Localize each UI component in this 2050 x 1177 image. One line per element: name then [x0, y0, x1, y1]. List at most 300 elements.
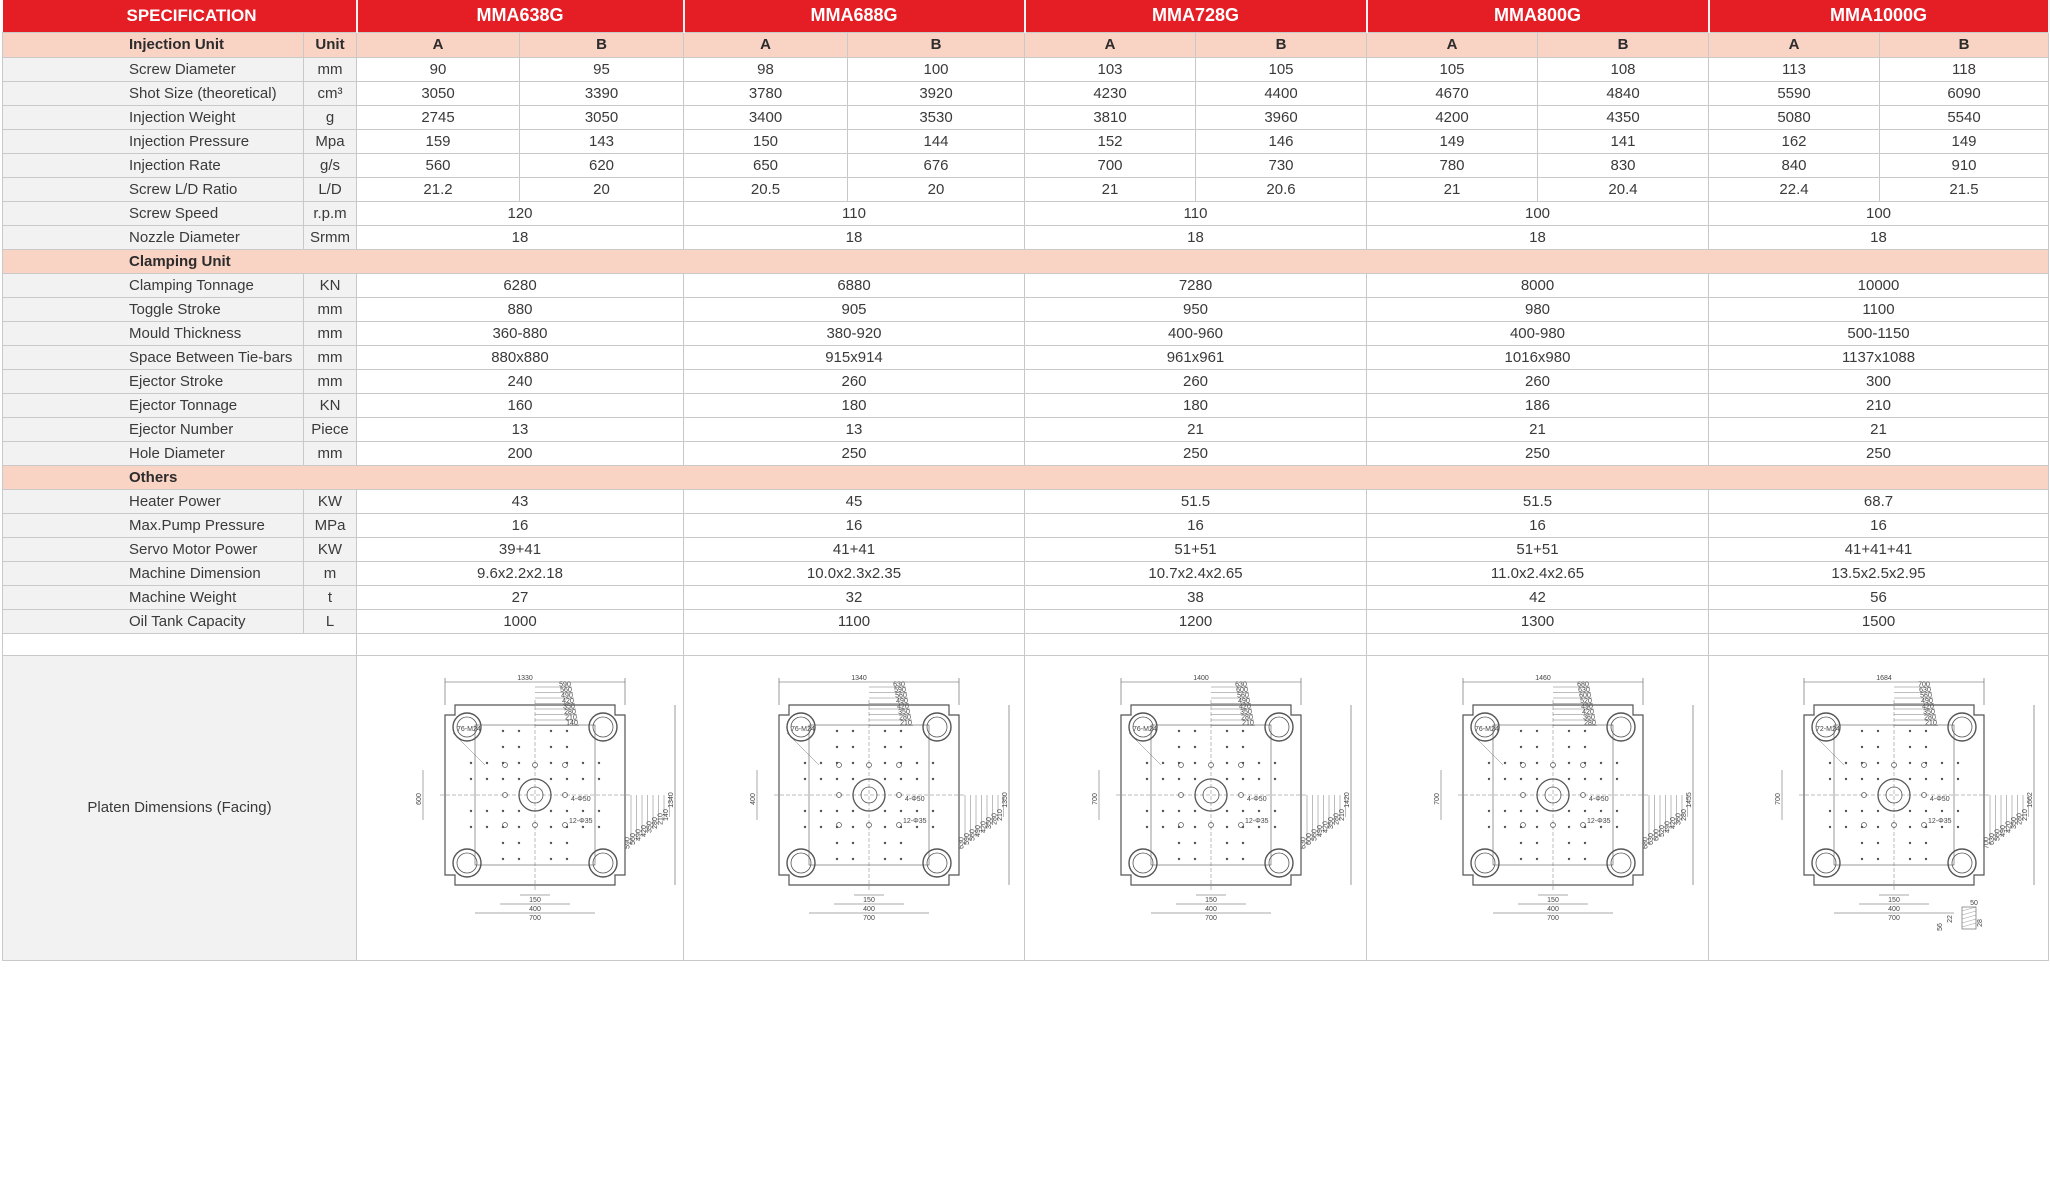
- top-dimension-label: 280: [1240, 714, 1253, 722]
- value-cell: 110: [1025, 201, 1367, 225]
- platen-drawing-cell: [1367, 655, 1709, 960]
- side-dimension-label: 600: [416, 793, 423, 805]
- threaded-hole: [1567, 810, 1569, 812]
- center-ring: [1203, 787, 1219, 803]
- spec-row: [3, 513, 2049, 537]
- threaded-hole: [1257, 826, 1259, 828]
- value-cell: 6280: [357, 273, 684, 297]
- threaded-hole: [1193, 730, 1195, 732]
- row-unit: r.p.m: [304, 201, 357, 225]
- value-cell: 51+51: [1367, 537, 1709, 561]
- top-dimension-label: 210: [900, 720, 912, 727]
- right-dimension-label: 490: [1664, 821, 1671, 833]
- center-ring: [1545, 787, 1561, 803]
- right-dimension-label: 560: [969, 829, 977, 841]
- value-cell: 6880: [684, 273, 1025, 297]
- row-label: Nozzle Diameter: [3, 225, 304, 249]
- bottom-dimension-label: 150: [1204, 897, 1217, 904]
- value-cell: 3530: [848, 105, 1025, 129]
- value-cell: 830: [1538, 153, 1709, 177]
- threaded-hole: [1161, 778, 1163, 780]
- value-cell: 650: [684, 153, 848, 177]
- threaded-hole: [804, 810, 806, 812]
- threaded-hole: [804, 778, 806, 780]
- top-dimension-label: 420: [1921, 703, 1934, 711]
- right-dimension-label: 680: [1642, 837, 1649, 849]
- threaded-hole: [1876, 858, 1878, 860]
- value-cell: 200: [357, 441, 684, 465]
- center-ring: [861, 787, 877, 803]
- value-cell: 105: [1367, 57, 1538, 81]
- row-unit: MPa: [304, 513, 357, 537]
- value-cell: 980: [1367, 297, 1709, 321]
- threaded-hole: [820, 778, 822, 780]
- threaded-hole: [916, 826, 918, 828]
- right-dimension-label: 210: [2021, 809, 2029, 821]
- tie-bar-hole: [1952, 853, 1972, 873]
- value-cell: 16: [1367, 513, 1709, 537]
- threaded-hole: [1177, 842, 1179, 844]
- ejector-hole: [837, 763, 842, 768]
- center-ring: [1886, 787, 1902, 803]
- threaded-hole: [1503, 762, 1505, 764]
- threaded-hole: [820, 810, 822, 812]
- threaded-hole: [518, 746, 520, 748]
- threaded-hole: [1519, 810, 1521, 812]
- threaded-hole: [1599, 762, 1601, 764]
- threaded-hole: [1615, 778, 1617, 780]
- pin-label: 12-Φ35: [903, 818, 927, 825]
- threaded-hole: [566, 810, 568, 812]
- height-label: 1350: [1002, 792, 1009, 808]
- threaded-hole: [1519, 842, 1521, 844]
- threaded-hole: [1924, 858, 1926, 860]
- right-dimension-label: 420: [2005, 821, 2012, 833]
- row-unit: L: [304, 609, 357, 633]
- threaded-hole: [486, 826, 488, 828]
- threaded-hole: [1535, 730, 1537, 732]
- row-unit: Srmm: [304, 225, 357, 249]
- threaded-hole: [1924, 746, 1926, 748]
- value-cell: 144: [848, 129, 1025, 153]
- threaded-hole: [1908, 810, 1910, 812]
- threaded-hole: [1567, 730, 1569, 732]
- threaded-hole: [1503, 778, 1505, 780]
- threaded-hole: [1583, 746, 1585, 748]
- threaded-hole: [1519, 730, 1521, 732]
- value-cell: 260: [1367, 369, 1709, 393]
- section-title: Others: [3, 465, 2049, 489]
- value-cell: 90: [357, 57, 520, 81]
- tie-bar-hole: [1269, 853, 1289, 873]
- right-dimension-label: 210: [1338, 809, 1346, 821]
- bottom-dimension-label: 700: [529, 915, 541, 922]
- threaded-hole: [486, 762, 488, 764]
- threaded-hole: [1177, 746, 1179, 748]
- hole-label: 4-Φ50: [571, 796, 591, 803]
- right-dimension-label: 600: [1653, 829, 1660, 841]
- threaded-hole: [1193, 842, 1195, 844]
- value-cell: 149: [1367, 129, 1538, 153]
- spec-row: [3, 153, 2049, 177]
- side-dimension-label: 700: [1091, 793, 1099, 805]
- threaded-hole: [900, 730, 902, 732]
- threaded-hole: [1241, 858, 1243, 860]
- spec-row: [3, 81, 2049, 105]
- row-label: Screw Speed: [3, 201, 304, 225]
- right-dimension-label: 140: [663, 809, 670, 821]
- platen-drawing-cell: [1025, 655, 1367, 960]
- threaded-hole: [470, 826, 472, 828]
- threaded-hole: [1599, 778, 1601, 780]
- value-cell: 162: [1709, 129, 1880, 153]
- thread-label: 76-M24: [1474, 726, 1499, 733]
- threaded-hole: [884, 858, 886, 860]
- platen-drawing-cell: [1709, 655, 2049, 960]
- value-cell: 98: [684, 57, 848, 81]
- value-cell: 41+41: [684, 537, 1025, 561]
- spacer-cell: [684, 633, 1025, 655]
- value-cell: 141: [1538, 129, 1709, 153]
- threaded-hole: [582, 826, 584, 828]
- spec-row: [3, 441, 2049, 465]
- threaded-hole: [1876, 842, 1878, 844]
- platen-row: [3, 655, 2049, 960]
- threaded-hole: [550, 746, 552, 748]
- detail-label: 56: [1936, 923, 1944, 931]
- value-cell: 880: [357, 297, 684, 321]
- threaded-hole: [852, 858, 854, 860]
- threaded-hole: [1487, 778, 1489, 780]
- value-cell: 910: [1880, 153, 2049, 177]
- threaded-hole: [1844, 826, 1846, 828]
- value-cell: 250: [1367, 441, 1709, 465]
- value-cell: 18: [357, 225, 684, 249]
- threaded-hole: [582, 762, 584, 764]
- threaded-hole: [486, 778, 488, 780]
- row-unit: mm: [304, 441, 357, 465]
- value-cell: 18: [684, 225, 1025, 249]
- spec-title: SPECIFICATION: [3, 0, 357, 32]
- row-label: Screw Diameter: [3, 57, 304, 81]
- ejector-hole: [1520, 763, 1525, 768]
- threaded-hole: [1535, 746, 1537, 748]
- row-unit: mm: [304, 57, 357, 81]
- value-cell: 20: [520, 177, 684, 201]
- row-label: Mould Thickness: [3, 321, 304, 345]
- threaded-hole: [502, 746, 504, 748]
- threaded-hole: [836, 858, 838, 860]
- right-dimension-label: 490: [1999, 825, 2007, 837]
- threaded-hole: [836, 842, 838, 844]
- value-cell: 180: [1025, 393, 1367, 417]
- right-dimension-label: 280: [1680, 809, 1688, 821]
- value-cell: 560: [357, 153, 520, 177]
- threaded-hole: [1956, 778, 1958, 780]
- tie-bar-hole: [593, 717, 613, 737]
- threaded-hole: [1273, 810, 1275, 812]
- threaded-hole: [1567, 778, 1569, 780]
- threaded-hole: [884, 762, 886, 764]
- spec-row: [3, 177, 2049, 201]
- platen-drawing: [724, 660, 1009, 955]
- value-cell: 250: [1709, 441, 2049, 465]
- right-dimension-label: 360: [1675, 813, 1682, 825]
- value-cell: 3050: [357, 81, 520, 105]
- center-ring: [1878, 779, 1910, 811]
- platen-drawing: [1749, 660, 2034, 955]
- threaded-hole: [1599, 810, 1601, 812]
- spec-row: [3, 537, 2049, 561]
- threaded-hole: [900, 746, 902, 748]
- threaded-hole: [1257, 778, 1259, 780]
- row-label: Ejector Number: [3, 417, 304, 441]
- row-unit: m: [304, 561, 357, 585]
- value-cell: 4200: [1367, 105, 1538, 129]
- thread-label: 76-M24: [1132, 726, 1157, 733]
- value-cell: 5080: [1709, 105, 1880, 129]
- top-dimension-label: 420: [562, 698, 574, 705]
- threaded-hole: [518, 730, 520, 732]
- spec-row: [3, 105, 2049, 129]
- threaded-hole: [1225, 762, 1227, 764]
- value-cell: 1300: [1367, 609, 1709, 633]
- right-dimension-label: 280: [652, 817, 659, 829]
- threaded-hole: [1241, 730, 1243, 732]
- threaded-hole: [470, 810, 472, 812]
- value-cell: 68.7: [1709, 489, 2049, 513]
- threaded-hole: [550, 730, 552, 732]
- value-cell: 21: [1025, 417, 1367, 441]
- pin-label: 12-Φ35: [1586, 818, 1610, 825]
- top-dimension-label: 280: [1923, 714, 1936, 722]
- drawing-line: [1129, 733, 1161, 765]
- value-cell: 16: [684, 513, 1025, 537]
- threaded-hole: [1257, 762, 1259, 764]
- threaded-hole: [1860, 858, 1862, 860]
- threaded-hole: [1828, 762, 1830, 764]
- threaded-hole: [1908, 746, 1910, 748]
- threaded-hole: [470, 778, 472, 780]
- spec-row: [3, 561, 2049, 585]
- threaded-hole: [582, 778, 584, 780]
- threaded-hole: [1225, 778, 1227, 780]
- value-cell: 118: [1880, 57, 2049, 81]
- threaded-hole: [486, 810, 488, 812]
- threaded-hole: [1924, 730, 1926, 732]
- top-dimension-label: 520: [1579, 698, 1592, 705]
- platen-drawing-cell: [357, 655, 684, 960]
- value-cell: 18: [1367, 225, 1709, 249]
- right-dimension-label: 560: [1311, 829, 1318, 841]
- row-unit: L/D: [304, 177, 357, 201]
- value-cell: 43: [357, 489, 684, 513]
- threaded-hole: [1876, 826, 1878, 828]
- threaded-hole: [518, 762, 520, 764]
- ejector-hole: [1580, 823, 1585, 828]
- threaded-hole: [900, 810, 902, 812]
- threaded-hole: [502, 858, 504, 860]
- threaded-hole: [1940, 810, 1942, 812]
- ejector-hole: [897, 823, 902, 828]
- right-dimension-label: 560: [630, 833, 637, 845]
- top-dimension-label: 490: [1237, 698, 1250, 705]
- top-dimension-label: 560: [560, 687, 572, 694]
- threaded-hole: [518, 778, 520, 780]
- detail-hatch: [1962, 911, 1976, 915]
- bottom-dimension-label: 700: [1887, 915, 1900, 922]
- threaded-hole: [1273, 778, 1275, 780]
- value-cell: 4230: [1025, 81, 1196, 105]
- threaded-hole: [1177, 810, 1179, 812]
- platen-label: Platen Dimensions (Facing): [3, 655, 357, 960]
- height-label: 1455: [1685, 792, 1693, 808]
- spec-row: [3, 417, 2049, 441]
- value-cell: 1500: [1709, 609, 2049, 633]
- tie-bar-hole: [927, 853, 947, 873]
- row-label: Ejector Stroke: [3, 369, 304, 393]
- center-ring: [519, 779, 551, 811]
- threaded-hole: [1503, 810, 1505, 812]
- value-cell: 9.6x2.2x2.18: [357, 561, 684, 585]
- threaded-hole: [884, 826, 886, 828]
- value-cell: 10000: [1709, 273, 2049, 297]
- value-cell: 16: [1709, 513, 2049, 537]
- value-cell: 56: [1709, 585, 2049, 609]
- value-cell: 10.0x2.3x2.35: [684, 561, 1025, 585]
- value-cell: 21: [1025, 177, 1196, 201]
- value-cell: 905: [684, 297, 1025, 321]
- section-row: [3, 249, 2049, 273]
- value-cell: 8000: [1367, 273, 1709, 297]
- value-cell: 108: [1538, 57, 1709, 81]
- value-cell: 42: [1367, 585, 1709, 609]
- value-cell: 18: [1709, 225, 2049, 249]
- threaded-hole: [1924, 842, 1926, 844]
- right-dimension-label: 350: [646, 821, 654, 833]
- detail-hatch: [1962, 907, 1976, 911]
- ejector-hole: [1238, 763, 1243, 768]
- value-cell: 961x961: [1025, 345, 1367, 369]
- thread-label: 76-M24: [791, 726, 815, 733]
- value-cell: 160: [357, 393, 684, 417]
- threaded-hole: [1161, 762, 1163, 764]
- spacer-cell: [1025, 633, 1367, 655]
- threaded-hole: [1193, 746, 1195, 748]
- threaded-hole: [1145, 778, 1147, 780]
- value-cell: 780: [1367, 153, 1538, 177]
- value-cell: 51.5: [1367, 489, 1709, 513]
- threaded-hole: [550, 778, 552, 780]
- threaded-hole: [836, 746, 838, 748]
- ab-header: A: [357, 32, 520, 57]
- ejector-hole: [503, 763, 508, 768]
- top-dimension-label: 350: [563, 703, 575, 711]
- threaded-hole: [1908, 730, 1910, 732]
- side-dimension-label: 400: [750, 793, 757, 805]
- threaded-hole: [852, 842, 854, 844]
- row-unit: g/s: [304, 153, 357, 177]
- center-ring: [1537, 779, 1569, 811]
- threaded-hole: [884, 842, 886, 844]
- spec-row: [3, 369, 2049, 393]
- threaded-hole: [884, 810, 886, 812]
- pin-label: 12-Φ35: [1927, 818, 1951, 825]
- threaded-hole: [1257, 810, 1259, 812]
- row-unit: Mpa: [304, 129, 357, 153]
- value-cell: 730: [1196, 153, 1367, 177]
- ab-header: A: [1709, 32, 1880, 57]
- right-dimension-label: 420: [1322, 821, 1329, 833]
- row-label: Machine Weight: [3, 585, 304, 609]
- section-title: Clamping Unit: [3, 249, 2049, 273]
- ejector-hole: [1238, 823, 1243, 828]
- value-cell: 20.6: [1196, 177, 1367, 201]
- side-dimension-label: 700: [1774, 793, 1782, 805]
- model-header: MMA688G: [684, 0, 1025, 32]
- unit-header: Unit: [304, 32, 357, 57]
- value-cell: 20.5: [684, 177, 848, 201]
- spec-row: [3, 297, 2049, 321]
- row-unit: cm³: [304, 81, 357, 105]
- value-cell: 113: [1709, 57, 1880, 81]
- threaded-hole: [1860, 842, 1862, 844]
- value-cell: 620: [520, 153, 684, 177]
- value-cell: 880x880: [357, 345, 684, 369]
- value-cell: 380-920: [684, 321, 1025, 345]
- value-cell: 13.5x2.5x2.95: [1709, 561, 2049, 585]
- side-dimension-label: 700: [1433, 793, 1441, 805]
- value-cell: 4670: [1367, 81, 1538, 105]
- threaded-hole: [1145, 810, 1147, 812]
- threaded-hole: [884, 746, 886, 748]
- drawing-line: [1812, 733, 1844, 765]
- threaded-hole: [836, 778, 838, 780]
- top-dimension-label: 490: [561, 692, 573, 700]
- bottom-dimension-label: 150: [863, 897, 875, 904]
- ejector-hole: [563, 823, 568, 828]
- threaded-hole: [1844, 810, 1846, 812]
- value-cell: 260: [1025, 369, 1367, 393]
- detail-hatch: [1962, 915, 1976, 919]
- threaded-hole: [1615, 810, 1617, 812]
- threaded-hole: [1177, 858, 1179, 860]
- value-cell: 240: [357, 369, 684, 393]
- spec-row: [3, 321, 2049, 345]
- threaded-hole: [1161, 810, 1163, 812]
- threaded-hole: [566, 778, 568, 780]
- ejector-hole: [1861, 823, 1866, 828]
- threaded-hole: [502, 842, 504, 844]
- threaded-hole: [1193, 762, 1195, 764]
- threaded-hole: [550, 762, 552, 764]
- threaded-hole: [1860, 778, 1862, 780]
- spec-row: [3, 273, 2049, 297]
- right-dimension-label: 630: [1647, 833, 1655, 845]
- threaded-hole: [550, 810, 552, 812]
- threaded-hole: [1145, 826, 1147, 828]
- threaded-hole: [1241, 842, 1243, 844]
- threaded-hole: [1535, 762, 1537, 764]
- value-cell: 100: [1367, 201, 1709, 225]
- threaded-hole: [1225, 746, 1227, 748]
- value-cell: 32: [684, 585, 1025, 609]
- spec-row: [3, 225, 2049, 249]
- row-label: Hole Diameter: [3, 441, 304, 465]
- threaded-hole: [1599, 826, 1601, 828]
- platen-drawing: [390, 660, 675, 955]
- value-cell: 500-1150: [1709, 321, 2049, 345]
